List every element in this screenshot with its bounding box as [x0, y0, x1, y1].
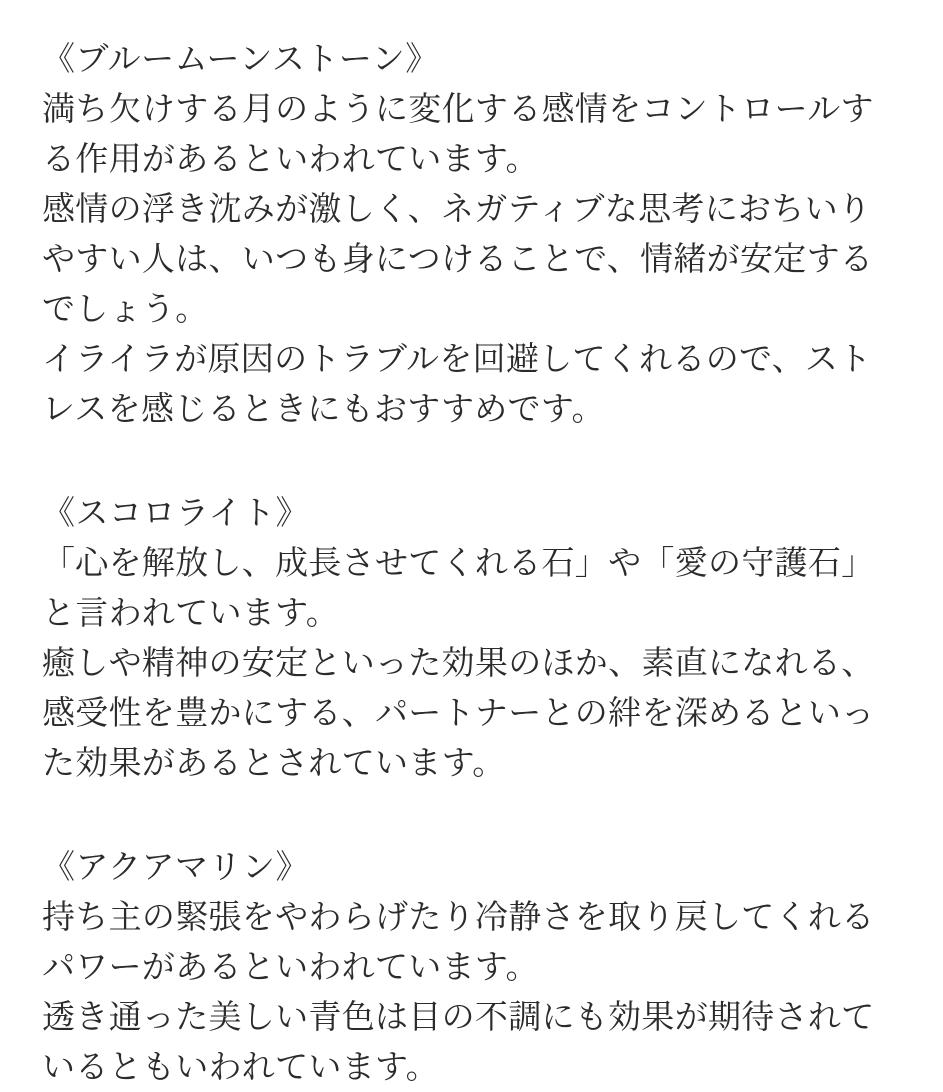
stone-section-aquamarine: [42, 842, 901, 1092]
section-paragraph: 「心を解放し、成長させてくれる石」や「愛の守護石」と言われています。: [42, 543, 875, 632]
stone-section-scorolite: [42, 488, 901, 788]
section-paragraph: 満ち欠けする月のように変化する感情をコントロールする作用があるといわれています。: [42, 89, 874, 178]
section-heading: 《スコロライト》: [42, 493, 310, 532]
section-paragraph: 持ち主の緊張をやわらげたり冷静さを取り戻してくれるパワーがあるといわれています。: [42, 897, 875, 986]
section-heading: 《ブルームーンストーン》: [42, 39, 439, 78]
section-paragraph: 透き通った美しい青色は目の不調にも効果が期待されているともいわれています。: [42, 997, 875, 1086]
stone-section-blue-moonstone: [42, 34, 901, 434]
section-paragraph: イライラが原因のトラブルを回避してくれるので、ストレスを感じるときにもおすすめです。: [42, 339, 872, 428]
section-paragraph: 感情の浮き沈みが激しく、ネガティブな思考におちいりやすい人は、いつも身につけることで、情緒が安定するでしょう。: [42, 189, 874, 328]
section-heading: 《アクアマリン》: [42, 847, 310, 886]
section-paragraph: 癒しや精神の安定といった効果のほか、素直になれる、感受性を豊かにする、パートナーとの絆を深めるといった効果があるとされています。: [42, 643, 875, 782]
